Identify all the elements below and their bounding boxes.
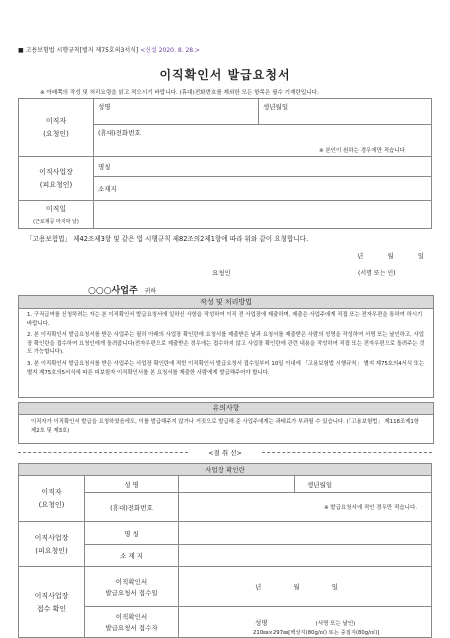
confirm-phone-note: ※ 발급요청서에 적인 경우만 적습니다. [179, 493, 432, 522]
receipt-date-label [85, 567, 179, 607]
confirm-birth-field[interactable] [295, 476, 432, 493]
form-header [18, 45, 200, 54]
company-name-field[interactable] [94, 157, 432, 177]
confirm-address-field[interactable] [179, 545, 432, 567]
requester-label: 요청인 [212, 269, 231, 277]
cut-line-left [18, 452, 188, 453]
addressee-name: ○○○사업주 [88, 286, 138, 296]
requester-sign[interactable]: (서명 또는 인) [358, 270, 396, 277]
company-name-label: 명칭 [98, 163, 111, 171]
confirm-company-field[interactable] [179, 522, 432, 545]
leave-date-label [19, 201, 94, 229]
header-law-reference: 고용보험법 시행규칙[별지 제75호의3서식] [25, 47, 139, 54]
caution-text: 이직자가 이직확인서 발급을 요청하였음에도, 이를 발급해주지 않거나 거짓으로 발급해 준 사업주에게는 과태료가 부과될 수 있습니다. (「고용보험법」 제118조제1항제2호 및 제3호) [31, 419, 420, 434]
confirm-name-field[interactable] [179, 476, 295, 493]
divider [18, 228, 432, 229]
receipt-sign-note[interactable]: (서명 또는 날인) [315, 620, 356, 627]
caution-box [18, 402, 434, 444]
date-day: 일 [417, 252, 424, 260]
guide-title: 작성 및 처리방법 [19, 296, 433, 309]
cut-line-label: <절 취 선> [208, 449, 242, 457]
confirm-address-label: 소 재 지 [85, 545, 179, 567]
retiree-phone-label: (휴대)전화번호 [98, 129, 141, 137]
guide-item-1: 1. 구직급여를 신청하려는 자는 본 이직확인서 발급요청서에 일하신 사항을 작성하여 이직 전 사업장에 제출하며, 제출은 사업주에게 직접 또는 전자우편을 통하여 하시기 바랍니다. [27, 312, 423, 327]
confirm-name-label: 성 명 [85, 476, 179, 493]
confirm-workplace-line2: (피요청인) [35, 546, 68, 555]
request-date [357, 251, 424, 260]
confirm-workplace-label [19, 522, 85, 567]
confirm-birth-label: 생년월일 [307, 480, 333, 489]
receipt-month: 월 [293, 583, 300, 591]
retiree-label-line2: (요청인) [43, 130, 69, 138]
retiree-phone-field[interactable] [94, 125, 432, 145]
guide-item-3: 3. 본 이직확인서 발급요청서를 받은 사업주는 사업장 확인란에 적힌 이직확인서 발급요청서 접수일부터 10일 이내에 「고용보험법 시행규칙」 별지 제75호의4서식 또는 별지 제75호의5서식에 따른 피보험자 이직확인서를 본 요청서를 제출한 사람에게 발급해주어야 합니다. [27, 360, 425, 376]
receipt-label [19, 567, 85, 638]
guide-box [18, 295, 434, 398]
retiree-label [19, 99, 94, 157]
leave-date-field[interactable] [94, 201, 432, 229]
request-statement: 「고용보험법」 제42조제3항 및 같은 법 시행규칙 제82조의2제1항에 따라 위와 같이 요청합니다. [26, 235, 309, 243]
confirm-retiree-line1: 이직자 [41, 488, 62, 496]
confirmation-table [18, 463, 432, 638]
cut-line-right [262, 452, 432, 453]
caution-title: 유의사항 [19, 403, 433, 415]
receipt-person-line1: 이직확인서 [115, 613, 148, 621]
receipt-sign-name: 성명 [255, 618, 268, 627]
retiree-name-field[interactable] [94, 99, 259, 125]
retiree-label-line1: 이직자 [45, 117, 67, 125]
guide-item-2: 2. 본 이직확인서 발급요청서를 받은 사업주는 필히 아래의 사업장 확인란에 요청서를 제출받은 날과 요청서를 제출받은 사람의 성명을 작성하여 서명 또는 날인하고, 사업장 확인란을 접수하여 요청인에게 돌려줍니다(전자우편으로 제출받은 경우에는 접수하지 않고 사업장 확인란에 관련 내용을 작성하여 직접 또는 전자우편으로 돌려주는 것도 가능합니다). [27, 332, 425, 356]
company-address-label: 소재지 [98, 185, 117, 193]
workplace-label-line2: (피요청인) [39, 181, 73, 189]
retiree-birth-label: 생년월일 [263, 103, 289, 111]
receipt-label-line2: 접수 확인 [36, 604, 67, 613]
confirm-retiree-line2: (요청인) [38, 501, 65, 509]
retiree-birth-field[interactable] [259, 99, 432, 125]
leave-date-label-line1: 이직일 [45, 205, 67, 213]
confirm-phone-label: (휴대)전화번호 [85, 493, 179, 522]
receipt-date-line1: 이직확인서 [115, 577, 148, 586]
retiree-name-label: 성명 [98, 103, 111, 111]
workplace-label [19, 157, 94, 201]
receipt-year: 년 [255, 583, 262, 591]
leave-date-label-line2: (근로제공 마지막 날) [33, 219, 79, 225]
phone-note: ※ 본인이 원하는 경우에만 적습니다 [94, 145, 432, 157]
receipt-date-field[interactable] [179, 567, 432, 607]
receipt-person-label [85, 607, 179, 638]
addressee-suffix: 귀하 [144, 288, 157, 295]
company-address-field[interactable] [94, 177, 432, 201]
instruction-notice: ※ 아래쪽의 작성 및 처리요령을 읽고 적으시기 바랍니다. (휴대)전화번호를 제외한 모든 항목은 필수 기재란입니다. [40, 90, 319, 96]
date-month: 월 [387, 252, 394, 260]
receipt-label-line1: 이직사업장 [34, 591, 69, 600]
request-form-table [18, 98, 432, 229]
confirmation-title: 사업장 확인란 [19, 464, 432, 476]
receipt-person-line2: 발급요청서 접수자 [105, 624, 158, 632]
header-revision: <신설 2020. 8. 28.> [140, 47, 201, 54]
confirm-retiree-label [19, 476, 85, 522]
paper-spec-footer: 210㎜×297㎜[백상지(80g/㎡) 또는 중질지(80g/㎡)] [253, 630, 380, 636]
confirm-company-label: 명 칭 [85, 522, 179, 545]
workplace-label-line1: 이직사업장 [39, 168, 73, 176]
page-title: 이직확인서 발급요청서 [159, 68, 291, 82]
receipt-day: 일 [331, 583, 338, 591]
header-bullet: ■ [18, 47, 24, 54]
receipt-date-line2: 발급요청서 접수일 [105, 588, 158, 597]
date-year: 년 [357, 252, 364, 260]
confirm-workplace-line1: 이직사업장 [34, 533, 69, 542]
